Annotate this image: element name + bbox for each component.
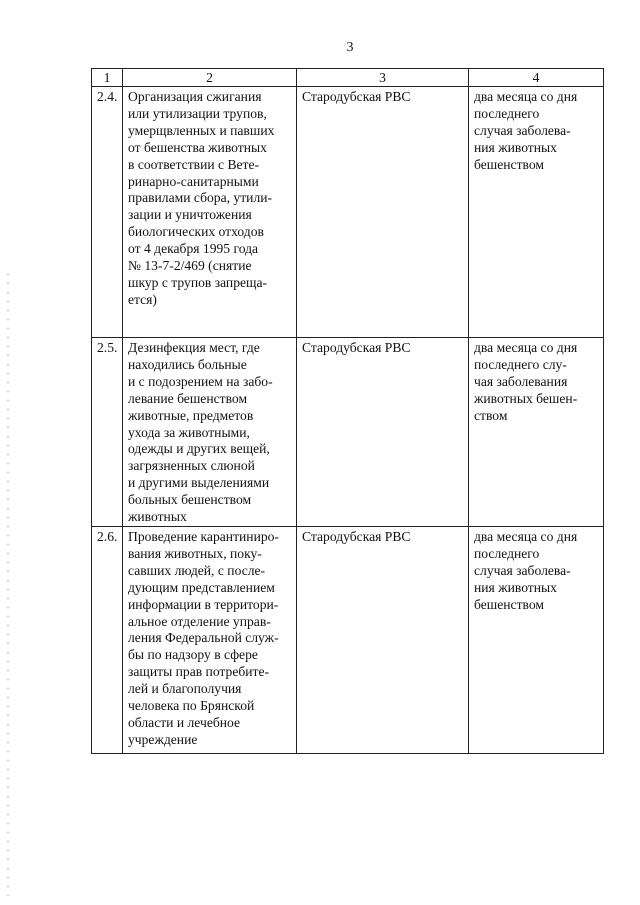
measure-cell: Дезинфекция мест, где находились больные и с подозрением на забо- левание бешенством животные, предметов ухода за животными, одежды и других вещей, загрязненных слюной и другими выделениями больных бешенством животных [123,338,297,527]
measures-table [91,68,604,754]
row-number: 2.5. [92,338,123,527]
deadline-cell: два месяца со дня последнего случая заболева- ния животных бешенством [469,87,604,338]
measure-cell: Проведение карантиниро- вания животных, поку- савших людей, с после- дующим представлением информации в территори- альное отделение управ- ления Федеральной служ- бы по надзору в сфере защиты прав потребите- лей и благополучия человека по Брянской области и лечебное учреждение [123,527,297,754]
deadline-cell: два месяца со дня последнего слу- чая заболевания животных бешен- ством [469,338,604,527]
executor-cell: Стародубская РВС [297,87,469,338]
row-number: 2.4. [92,87,123,338]
row-number: 2.6. [92,527,123,754]
measure-cell: Организация сжигания или утилизации трупов, умерщвленных и павших от бешенства животных в соответствии с Вете- ринарно-санитарными правилами сбора, утили- зации и уничтожения биологических отходов от 4 декабря 1995 года № 13-7-2/469 (снятие шкур с трупов запреща- ется) [123,87,297,338]
page-number: 3 [346,40,354,55]
executor-cell: Стародубская РВС [297,527,469,754]
column-header-3: 3 [297,69,469,87]
executor-cell: Стародубская РВС [297,338,469,527]
table-row [92,87,604,338]
deadline-cell: два месяца со дня последнего случая заболева- ния животных бешенством [469,527,604,754]
table-header-row [92,69,604,87]
column-header-4: 4 [469,69,604,87]
table-row [92,338,604,527]
column-header-2: 2 [123,69,297,87]
table-row [92,527,604,754]
column-header-1: 1 [92,69,123,87]
scan-margin-dots [7,270,9,900]
